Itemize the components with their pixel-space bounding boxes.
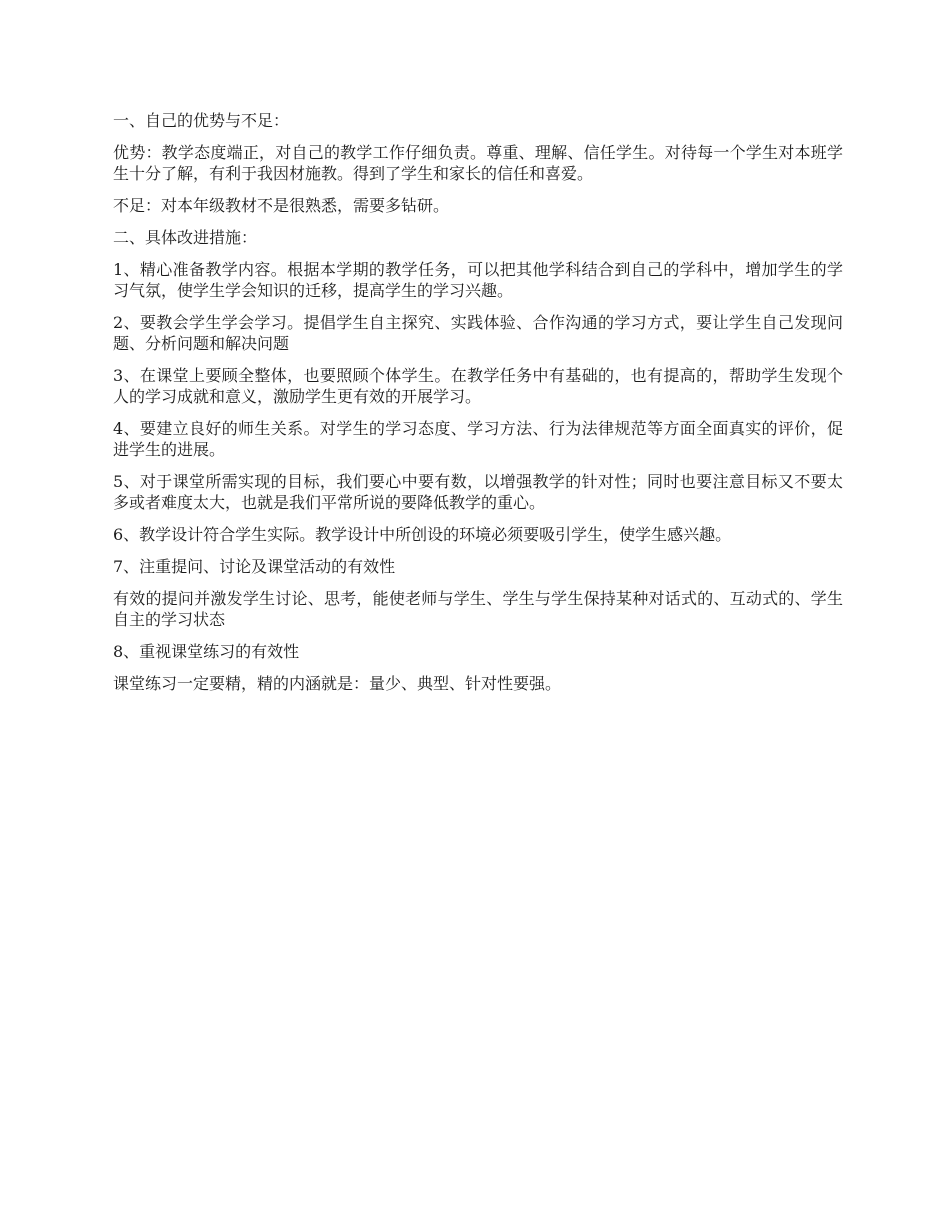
measure-item-3: 3、在课堂上要顾全整体，也要照顾个体学生。在教学任务中有基础的，也有提高的，帮助学生发现个人的学习成就和意义，激励学生更有效的开展学习。 bbox=[113, 366, 843, 406]
measure-item-8-detail: 课堂练习一定要精，精的内涵就是：量少、典型、针对性要强。 bbox=[113, 674, 562, 693]
measure-item-7: 7、注重提问、讨论及课堂活动的有效性 bbox=[113, 557, 396, 576]
measure-item-5: 5、对于课堂所需实现的目标，我们要心中要有数，以增强教学的针对性；同时也要注意目标又不要太多或者难度太大，也就是我们平常所说的要降低教学的重心。 bbox=[113, 472, 843, 512]
measure-item-2: 2、要教会学生学会学习。提倡学生自主探究、实践体验、合作沟通的学习方式，要让学生自己发现问题、分析问题和解决问题 bbox=[113, 313, 843, 353]
measure-item-6: 6、教学设计符合学生实际。教学设计中所创设的环境必须要吸引学生，使学生感兴趣。 bbox=[113, 525, 732, 544]
strengths-paragraph: 优势：教学态度端正，对自己的教学工作仔细负责。尊重、理解、信任学生。对待每一个学生对本班学生十分了解，有利于我因材施教。得到了学生和家长的信任和喜爱。 bbox=[113, 143, 843, 183]
section-heading-strengths: 一、自己的优势与不足： bbox=[113, 111, 290, 130]
section-heading-measures: 二、具体改进措施： bbox=[113, 228, 258, 247]
document-body bbox=[113, 110, 843, 705]
weaknesses-paragraph: 不足：对本年级教材不是很熟悉，需要多钻研。 bbox=[113, 196, 450, 215]
measure-item-4: 4、要建立良好的师生关系。对学生的学习态度、学习方法、行为法律规范等方面全面真实的评价，促进学生的进展。 bbox=[113, 419, 843, 459]
measure-item-7-detail: 有效的提问并激发学生讨论、思考，能使老师与学生、学生与学生保持某种对话式的、互动式的、学生自主的学习状态 bbox=[113, 589, 843, 629]
measure-item-1: 1、精心准备教学内容。根据本学期的教学任务，可以把其他学科结合到自己的学科中，增加学生的学习气氛，使学生学会知识的迁移，提高学生的学习兴趣。 bbox=[113, 260, 843, 300]
measure-item-8: 8、重视课堂练习的有效性 bbox=[113, 642, 300, 661]
